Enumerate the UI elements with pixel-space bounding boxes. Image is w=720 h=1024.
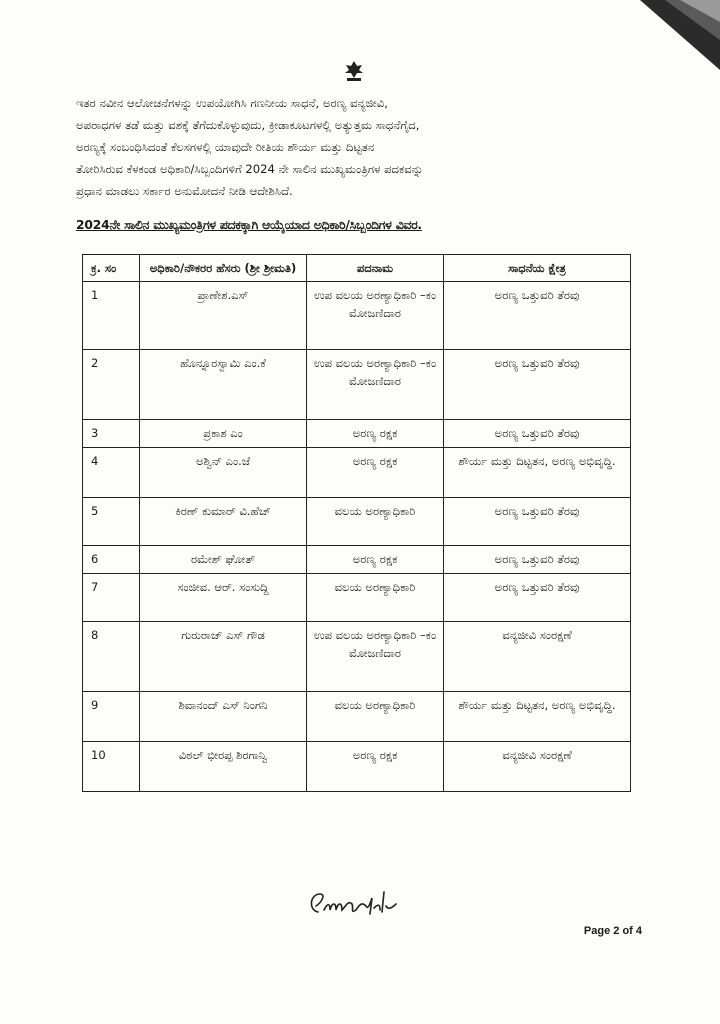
body-paragraph xyxy=(76,92,642,202)
cell-field: ಶೌರ್ಯ ಮತ್ತು ದಿಟ್ಟತನ, ಅರಣ್ಯ ಅಭಿವೃದ್ಧಿ. xyxy=(444,692,631,742)
table-row xyxy=(83,742,631,792)
signature xyxy=(300,880,400,930)
cell-serial: 9 xyxy=(83,692,140,742)
cell-serial: 6 xyxy=(83,546,140,574)
header-designation: ಪದನಾಮ xyxy=(307,255,444,282)
cell-designation: ಅರಣ್ಯ ರಕ್ಷಕ xyxy=(307,546,444,574)
cell-serial: 7 xyxy=(83,574,140,622)
cell-name: ವಿಠಲ್ ಭೀರಪ್ಪ ಶಿರಗಾನ್ವಿ xyxy=(140,742,307,792)
cell-name: ಗುರುರಾಜ್ ಎಸ್ ಗೌಡ xyxy=(140,622,307,692)
cell-name: ಶಿವಾನಂದ್ ಎಸ್ ನಿಂಗನಿ xyxy=(140,692,307,742)
table-row xyxy=(83,574,631,622)
cell-serial: 8 xyxy=(83,622,140,692)
cell-designation: ಉಪ ವಲಯ ಅರಣ್ಯಾಧಿಕಾರಿ –ಕಂ ಮೋಜಣಿದಾರ xyxy=(307,622,444,692)
table-row xyxy=(83,420,631,448)
cell-designation: ಉಪ ವಲಯ ಅರಣ್ಯಾಧಿಕಾರಿ –ಕಂ ಮೋಜಣಿದಾರ xyxy=(307,282,444,350)
cell-field: ವನ್ಯಜೀವಿ ಸಂರಕ್ಷಣೆ xyxy=(444,622,631,692)
table-header-row xyxy=(83,255,631,282)
cell-field: ಅರಣ್ಯ ಒತ್ತುವರಿ ತೆರವು xyxy=(444,350,631,420)
cell-name: ಹೊನ್ನೂರಸ್ವಾಮಿ ಎಂ.ಕೆ xyxy=(140,350,307,420)
cell-designation: ವಲಯ ಅರಣ್ಯಾಧಿಕಾರಿ xyxy=(307,574,444,622)
header-serial: ಕ್ರ. ಸಂ xyxy=(83,255,140,282)
cell-field: ಅರಣ್ಯ ಒತ್ತುವರಿ ತೆರವು xyxy=(444,498,631,546)
cell-serial: 2 xyxy=(83,350,140,420)
cell-field: ಅರಣ್ಯ ಒತ್ತುವರಿ ತೆರವು xyxy=(444,546,631,574)
paragraph-line: ಇತರ ನವೀನ ಆಲೋಚನೆಗಳನ್ನು ಉಪಯೋಗಿಸಿ ಗಣನೀಯ ಸಾಧನೆ, ಅರಣ್ಯ ವನ್ಯಜೀವಿ, xyxy=(76,96,388,110)
cell-field: ಅರಣ್ಯ ಒತ್ತುವರಿ ತೆರವು xyxy=(444,574,631,622)
table-row xyxy=(83,350,631,420)
table-row xyxy=(83,448,631,498)
table-row xyxy=(83,622,631,692)
cell-designation: ಉಪ ವಲಯ ಅರಣ್ಯಾಧಿಕಾರಿ –ಕಂ ಮೋಜಣಿದಾರ xyxy=(307,350,444,420)
paragraph-line: ಪ್ರಧಾನ ಮಾಡಲು ಸರ್ಕಾರ ಅನುಮೋದನೆ ನೀಡಿ ಆದೇಶಿಸಿದೆ. xyxy=(76,184,293,198)
cell-serial: 5 xyxy=(83,498,140,546)
cell-field: ಶೌರ್ಯ ಮತ್ತು ದಿಟ್ಟತನ, ಅರಣ್ಯ ಅಭಿವೃದ್ಧಿ. xyxy=(444,448,631,498)
paragraph-line: ತೋರಿಸಿರುವ ಕೆಳಕಂಡ ಅಧಿಕಾರಿ/ಸಿಬ್ಬಂದಿಗಳಿಗೆ 2024 ನೇ ಸಾಲಿನ ಮುಖ್ಯಮಂತ್ರಿಗಳ ಪದಕವನ್ನು xyxy=(76,162,424,176)
cell-field: ವನ್ಯಜೀವಿ ಸಂರಕ್ಷಣೆ xyxy=(444,742,631,792)
table-row xyxy=(83,498,631,546)
table-row xyxy=(83,692,631,742)
cell-designation: ವಲಯ ಅರಣ್ಯಾಧಿಕಾರಿ xyxy=(307,692,444,742)
cell-name: ರಮೇಶ್ ಘೋತ್ xyxy=(140,546,307,574)
cell-designation: ವಲಯ ಅರಣ್ಯಾಧಿಕಾರಿ xyxy=(307,498,444,546)
cell-designation: ಅರಣ್ಯ ರಕ್ಷಕ xyxy=(307,420,444,448)
paragraph-line: ಅಪರಾಧಗಳ ತಡೆ ಮತ್ತು ವಶಕ್ಕೆ ತೆಗೆದುಕೊಳ್ಳುವುದು, ಕ್ರೀಡಾಕೂಟಗಳಲ್ಲಿ ಅತ್ಯುತ್ತಮ ಸಾಧನೆಗೈದ, xyxy=(76,118,420,132)
cell-field: ಅರಣ್ಯ ಒತ್ತುವರಿ ತೆರವು xyxy=(444,420,631,448)
government-emblem-icon xyxy=(341,58,367,84)
table-heading: 2024ನೇ ಸಾಲಿನ ಮುಖ್ಯಮಂತ್ರಿಗಳ ಪದಕಕ್ಕಾಗಿ ಆಯ್ಕೆಯಾದ ಅಧಿಕಾರಿ/ಸಿಬ್ಬಂದಿಗಳ ವಿವರ. xyxy=(76,218,422,232)
scan-corner-shadow xyxy=(610,0,720,90)
cell-serial: 4 xyxy=(83,448,140,498)
header-field: ಸಾಧನೆಯ ಕ್ಷೇತ್ರ xyxy=(444,255,631,282)
cell-serial: 10 xyxy=(83,742,140,792)
cell-name: ಪ್ರಾಣೇಶ.ಎಸ್ xyxy=(140,282,307,350)
cell-name: ಕಿರಣ್ ಕುಮಾರ್ ವಿ.ಹೆಚ್ xyxy=(140,498,307,546)
cell-designation: ಅರಣ್ಯ ರಕ್ಷಕ xyxy=(307,448,444,498)
cell-serial: 1 xyxy=(83,282,140,350)
cell-name: ಪ್ರಕಾಶ ಎಂ xyxy=(140,420,307,448)
cell-name: ಅಶ್ವಿನ್ ಎಂ.ಜೆ xyxy=(140,448,307,498)
paragraph-line: ಅರಣ್ಯಕ್ಕೆ ಸಂಬಂಧಿಸಿದಂತೆ ಕೆಲಸಗಳಲ್ಲಿ ಯಾವುದೇ ರೀತಿಯ ಶೌರ್ಯ ಮತ್ತು ದಿಟ್ಟತನ xyxy=(76,140,375,154)
awardees-table xyxy=(82,254,631,792)
table-row xyxy=(83,546,631,574)
page-number: Page 2 of 4 xyxy=(583,925,642,937)
table-row xyxy=(83,282,631,350)
header-name: ಅಧಿಕಾರಿ/ನೌಕರರ ಹೆಸರು (ಶ್ರೀ ಶ್ರೀಮತಿ) xyxy=(140,255,307,282)
cell-name: ಸಂಜೀವ. ಆರ್. ಸಂಸುದ್ದಿ xyxy=(140,574,307,622)
cell-field: ಅರಣ್ಯ ಒತ್ತುವರಿ ತೆರವು xyxy=(444,282,631,350)
cell-designation: ಅರಣ್ಯ ರಕ್ಷಕ xyxy=(307,742,444,792)
cell-serial: 3 xyxy=(83,420,140,448)
